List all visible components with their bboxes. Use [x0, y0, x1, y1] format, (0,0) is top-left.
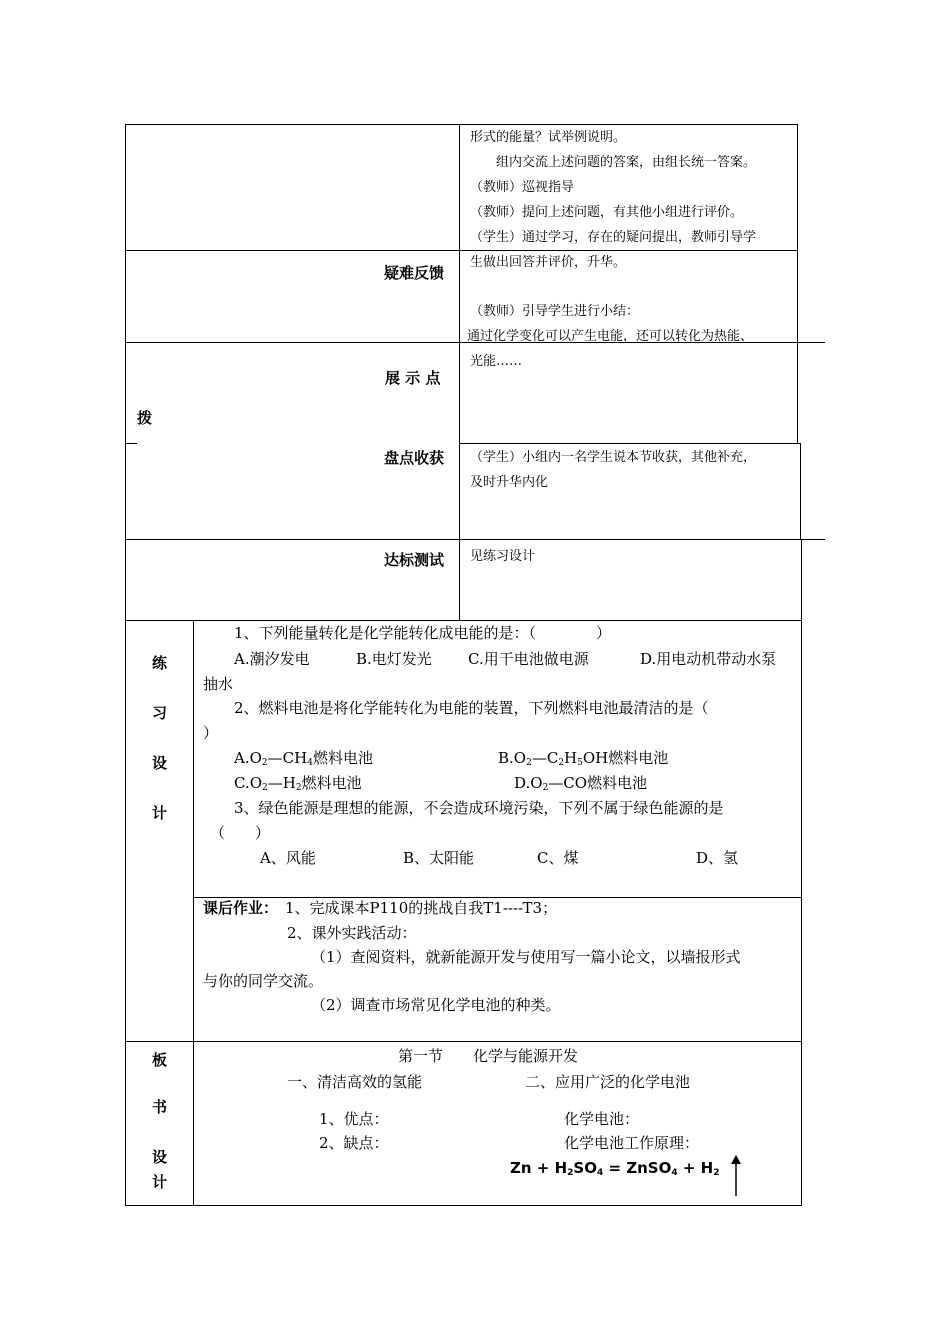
gas-arrow-icon	[728, 1155, 744, 1197]
label-lianxi-char: 练	[152, 654, 168, 672]
label-zhanshi-dianbo-cont: 拨	[137, 409, 153, 427]
homework-title: 课后作业：	[203, 899, 279, 917]
q2-option-b: $B.O_2—C_2H_5OH$燃料电池	[498, 749, 669, 768]
table-rule	[459, 443, 800, 444]
process-line: 通过化学变化可以产生电能，还可以转化为热能、	[467, 329, 754, 344]
label-yinan-fankui: 疑难反馈	[384, 264, 445, 282]
q1-cont: 抽水	[203, 675, 234, 693]
table-rule	[125, 1041, 802, 1042]
table-rule	[125, 124, 798, 125]
process-line: （教师）提问上述问题，有其他小组进行评价。	[470, 205, 744, 220]
table-rule	[125, 124, 126, 1206]
board-battery-principle: 化学电池工作原理：	[564, 1134, 700, 1152]
homework-line: 1、完成课本P110的挑战自我T1----T3；	[285, 899, 558, 917]
q1-option-c: C.用干电池做电源	[468, 650, 589, 668]
label-banshu-char: 板	[152, 1051, 168, 1069]
q2-option-d: $D.O_2—CO$燃料电池	[514, 774, 648, 793]
label-banshu-char: 书	[152, 1098, 168, 1116]
label-zhanshi-dianbo: 展 示 点	[385, 369, 441, 387]
q3-option-a: A、风能	[260, 849, 316, 867]
q2-option-c: $C.O_2—H_2$燃料电池	[234, 774, 362, 793]
label-lianxi-char: 计	[152, 804, 168, 822]
board-battery-def: 化学电池：	[564, 1110, 640, 1128]
table-rule	[125, 620, 802, 621]
homework-line: （2）调查市场常见化学电池的种类。	[311, 996, 561, 1014]
label-banshu-char: 计	[152, 1173, 168, 1191]
pandian-text: 及时升华内化	[470, 475, 549, 490]
q1-option-b: B.电灯发光	[356, 650, 432, 668]
q3-cont: （ ）	[210, 824, 271, 842]
label-banshu-char: 设	[152, 1148, 168, 1166]
question-1: 1、下列能量转化是化学能转化成电能的是：（ ）	[234, 624, 612, 642]
board-heading-hydrogen: 一、清洁高效的氢能	[287, 1073, 423, 1091]
homework-line: （1）查阅资料，就新能源开发与使用写一篇小论文，以墙报形式	[311, 948, 741, 966]
q3-option-b: B、太阳能	[403, 849, 475, 867]
table-rule	[125, 443, 137, 444]
q2-option-a: $A.O_2—CH_4$燃料电池	[234, 749, 373, 768]
q2-cont: ）	[203, 724, 219, 742]
homework-line: 2、课外实践活动：	[287, 924, 417, 942]
process-line: （教师）巡视指导	[470, 180, 575, 195]
process-line: 光能……	[470, 354, 523, 369]
pandian-text: （学生）小组内一名学生说本节收获，其他补充，	[470, 450, 757, 465]
table-rule	[125, 539, 825, 540]
board-title: 第一节 化学与能源开发	[398, 1047, 579, 1065]
question-3: 3、绿色能源是理想的能源，不会造成环境污染，下列不属于绿色能源的是	[234, 799, 724, 817]
label-lianxi-char: 设	[152, 754, 168, 772]
label-lianxi-char: 习	[152, 704, 168, 722]
dabiao-text: 见练习设计	[470, 549, 536, 564]
reaction-equation: $Zn + H_2SO_4$ = ZnSO$_4$ + $H_2$	[510, 1159, 720, 1178]
table-rule	[801, 897, 802, 1042]
process-line: 组内交流上述问题的答案，由组长统一答案。	[496, 155, 757, 170]
table-rule	[193, 897, 802, 898]
q1-option-d: D.用电动机带动水泵	[640, 650, 777, 668]
q1-option-a: A.潮汐发电	[234, 650, 310, 668]
table-rule	[800, 443, 801, 539]
q3-option-d: D、氢	[696, 849, 739, 867]
process-line: （学生）通过学习，存在的疑问提出，教师引导学	[470, 230, 757, 245]
process-line: 形式的能量？试举例说明。	[470, 130, 627, 145]
table-rule	[459, 124, 460, 621]
table-rule	[801, 1041, 802, 1206]
homework-line: 与你的同学交流。	[203, 972, 324, 990]
table-rule	[797, 124, 798, 444]
q3-option-c: C、煤	[537, 849, 579, 867]
label-dabiao-ceshi: 达标测试	[384, 551, 445, 569]
table-rule	[801, 620, 802, 899]
table-rule	[801, 539, 802, 621]
table-rule	[125, 250, 798, 251]
process-line: 生做出回答并评价，升华。	[470, 255, 627, 270]
label-pandian-shouhuo: 盘点收获	[384, 449, 445, 467]
table-rule	[125, 1205, 802, 1206]
board-heading-battery: 二、应用广泛的化学电池	[525, 1073, 691, 1091]
question-2: 2、燃料电池是将化学能转化为电能的装置，下列燃料电池最清洁的是（	[234, 699, 709, 717]
board-point-advantage: 1、优点：	[319, 1110, 389, 1128]
process-line: （教师）引导学生进行小结：	[470, 304, 640, 319]
table-rule	[193, 620, 194, 1206]
board-point-disadvantage: 2、缺点：	[319, 1134, 389, 1152]
